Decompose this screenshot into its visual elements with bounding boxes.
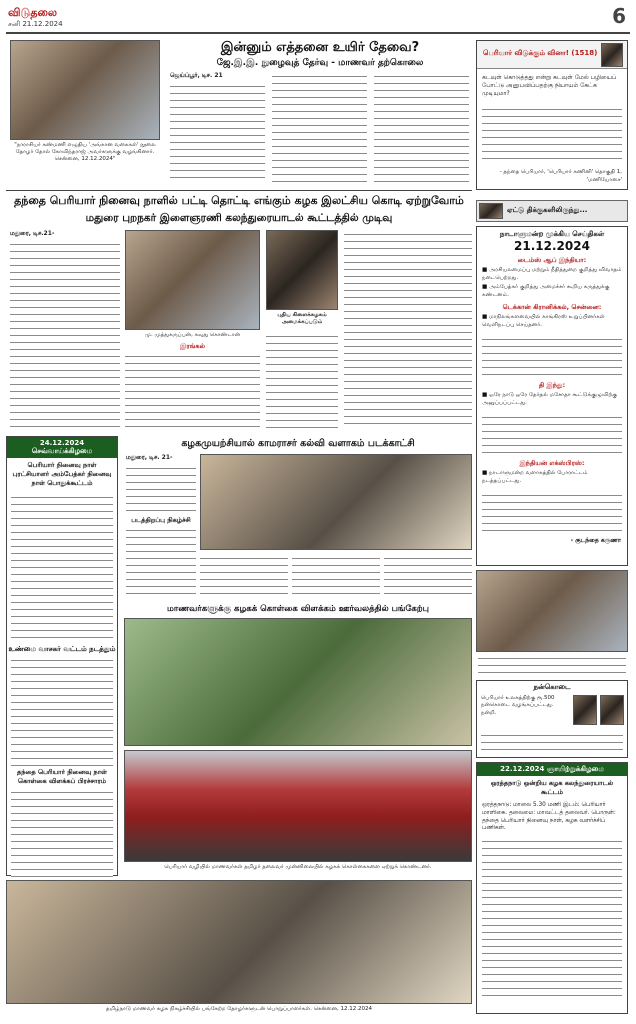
masthead-rule (6, 32, 630, 34)
second-story-col-2 (200, 554, 288, 598)
periyar-question-text (482, 105, 622, 165)
tribute-text (481, 731, 623, 753)
right-event-caption (478, 654, 626, 674)
tribute-portrait-2 (600, 695, 624, 725)
main-headline-2: மதுரை புறநகர் இளைஞரணி கலந்துரையாடல் கூட்டத்தில் முடிவு (85, 212, 393, 224)
tribute-portrait-1 (573, 695, 597, 725)
book-release-photo (10, 40, 160, 140)
news-column-title: நாடாளுமன்ற முக்கிய செய்திகள் (499, 230, 605, 238)
news-column-byline: - குடந்தை கருணா (570, 537, 621, 545)
sidebar-banner-image (479, 203, 503, 219)
orathanadu-ribbon: 22.12.2024 ஞாயிற்றுக்கிழமை (477, 763, 627, 776)
news-section-1: டைம்ஸ் ஆப் இந்தியா: (517, 256, 587, 264)
second-dateline: மதுரை, டிச. 21- (126, 454, 173, 461)
main-story-col-4 (344, 230, 472, 430)
news-item: ■ ஒரே நாடு ஒரே தேர்தல் மசோதா கூட்டுக்குழுவிற்கு அனுப்பப்பட்டது. (482, 392, 622, 407)
top-story-col-2 (272, 72, 367, 182)
main-subhead-condolence: இரங்கல் (180, 342, 205, 350)
students-banner: மாணவர்களுக்கு கழகக் கொள்கை விளக்கம் ஊர்வலத்தில் பங்கேற்பு (167, 604, 429, 614)
book-release-caption: "நாராசியர் கண்மணி எழுதிய 'அங்கான வகைகள்' நூலை தோழர் தோல் கோவிந்தராஜ் அவர்களுக்கு வழங்கினார். சென்னை, 12.12.2024" (14, 142, 156, 162)
periyar-question-attribution: - தந்தை பெரியார், 'பெரியார் கணினி' தொகுதி 1, 'மணியோசை' (499, 169, 622, 183)
page-number: 6 (612, 4, 626, 28)
second-subhead: படத்திறப்பு நிகழ்ச்சி (131, 516, 191, 524)
news-item: ■ நாடாளுமன்ற வளாகத்தில் போராட்டம் நடத்தப்பட்டது. (482, 470, 622, 485)
sidebar-banner (476, 200, 628, 222)
tribute-box (476, 680, 628, 758)
sidebar-banner-text: ஏட்டு திக்குகளிலிருந்து... (507, 206, 588, 214)
main-dateline: மதுரை, டிச.21- (10, 230, 55, 237)
students-photo-2 (124, 750, 472, 862)
news-column (476, 226, 628, 566)
news-item: ■ அரசியலமைப்பு மற்றும் நீதித்துறை குறித்து விவாதம் நடைபெற்றது. (482, 267, 622, 282)
news-column-text-3 (482, 491, 622, 535)
top-dateline: ஜெய்ப்பூர், டிச. 21 (170, 72, 223, 79)
meeting-text-1 (11, 493, 113, 643)
news-section-2: டெக்கான் கிரானிக்கல், சென்னை: (502, 303, 602, 312)
news-item: ■ அம்பேத்கர் குறித்து அமைச்சர் கூறிய கருத்துக்கு கண்டனம். (482, 284, 622, 299)
news-item: ■ மாநிலங்களவையில் காங்கிரஸ் உறுப்பினர்கள் வெளிநடப்பு செய்தனர். (482, 314, 622, 329)
main-story-col-1 (10, 240, 120, 430)
top-story-col-3 (374, 72, 469, 182)
news-section-4: இந்தியன் எக்ஸ்பிரஸ்: (519, 459, 585, 468)
main-photo-caption: மு. முத்துகருப்பன், கவுது கொண்டான் (144, 332, 241, 338)
second-story-col-4 (384, 554, 472, 598)
second-story-col-3 (292, 554, 380, 598)
main-group-photo (125, 230, 260, 330)
tribute-title: நன்கொடை (533, 683, 571, 691)
bottom-photo-caption: தமிழ்நாடு மாணவர் கழக நிகழ்ச்சியில் பங்கேற்ற தோழர்களுடன் பொறுப்பாளர்கள். சென்னை, 12.12.2024 (106, 1006, 372, 1012)
orathanadu-title: ஒரத்தநாடு ஒன்றிய கழக கலந்துரையாடல் கூட்டம் (490, 779, 614, 796)
second-story-col-1b (126, 526, 196, 598)
top-headline-2: ஜே.இ.இ. நுழைவுத் தேர்வு - மாணவர் தற்கொலை (216, 58, 424, 68)
meeting-ribbon: 24.12.2024 செவ்வாய்க்கிழமை (7, 437, 117, 458)
students-caption: பெரியார் வழியில் மாணவர்கள் தமிழர் தலைவர் முன்னிலையில் கழகக் கொள்கைகளை ஏற்றுக் கொண்டனர். (164, 864, 432, 870)
top-headline-1: இன்னும் எத்தனை உயிர் தேவை? (220, 40, 420, 55)
periyar-portrait (601, 43, 623, 67)
meeting-sub-1: உண்மை வாசகர் வட்டம் நடத்தும் (8, 645, 116, 653)
bottom-group-photo (6, 880, 472, 1004)
main-story-col-2 (125, 352, 260, 430)
orathanadu-body: ஒரத்தநாடு: மாலை 5.30 மணி இடம்: பெரியார் மாளிகை. தலைமை: மாவட்டத் தலைவர். பொருள்: தந்தை பெரியார் நினைவு நாள், கழக வளர்ச்சிப் பணிகள். (482, 802, 616, 832)
news-column-date: 21.12.2024 (514, 239, 590, 253)
main-headline-1: தந்தை பெரியார் நினைவு நாளில் பட்டி தொட்டி எங்கும் கழக இலட்சிய கொடி ஏற்றுவோம் (14, 194, 464, 207)
news-column-text-2 (482, 413, 622, 457)
main-inset-caption: புதிய கிளைக்கழகம் அமைக்கப்படும் (277, 312, 327, 325)
masthead-date: சனி 21.12.2024 (8, 20, 63, 28)
meeting-text-3 (11, 788, 113, 888)
meeting-sub-2: தந்தை பெரியார் நினைவு நாள் கொள்கை விளக்கப் பிரச்சாரம் (16, 768, 107, 785)
periyar-question-title: பெரியார் விடுக்கும் வினா! (1518) (483, 49, 598, 57)
orathanadu-text (482, 837, 622, 997)
second-headline: கழகமுயற்சியால் காமராசர் கல்வி வளாகம் படக்காட்சி (181, 438, 415, 449)
portrait-unveiling-photo (200, 454, 472, 550)
meeting-announcement (6, 436, 118, 876)
periyar-question-box (476, 40, 628, 190)
meeting-text-2 (11, 656, 113, 766)
students-photo-1 (124, 618, 472, 746)
periyar-question-body: கடவுள் கொடுத்தது என்று கடவுள் மேல் பழியைப் போட்டு அனுபவிப்பதற்கு நியாயம் கேட்க முடியுமா? (482, 74, 617, 98)
section-rule-1 (6, 190, 472, 191)
masthead-name: விடுதலை (8, 6, 58, 19)
meeting-title: பெரியார் நினைவு நாள் புரட்சியாளர் அம்பேத்கர் நினைவு நாள் பொதுக்கூட்டம் (12, 461, 112, 487)
news-section-3: தி இந்து: (538, 381, 566, 390)
news-column-text-1 (482, 335, 622, 379)
right-event-photo (476, 570, 628, 652)
orathanadu-meeting (476, 762, 628, 1014)
main-story-col-3 (266, 332, 338, 430)
top-story-col-1 (170, 82, 265, 182)
second-story-col-1 (126, 464, 196, 514)
tribute-body: பெரியார் உலகத்திற்கு ரூ.500 நன்கொடை வழங்கப்பட்டது. நன்றி. (481, 695, 555, 716)
main-inset-photo (266, 230, 338, 310)
